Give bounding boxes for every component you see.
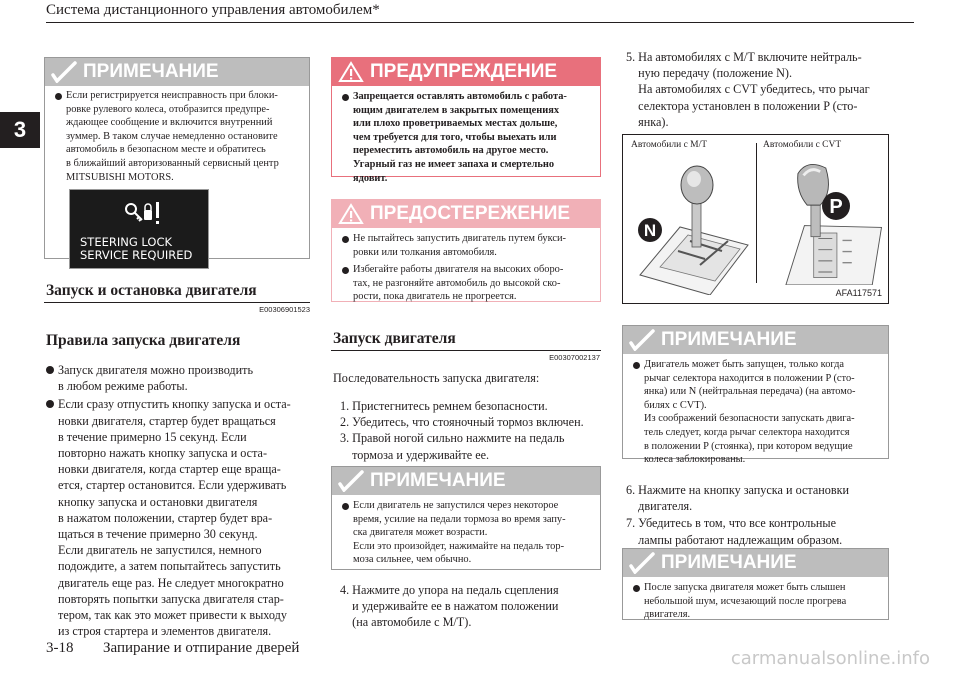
footer-section: Запирание и отпирание дверей [103,640,300,656]
section-title-start-engine: Запуск двигателя [333,330,456,347]
warning-triangle-icon [338,61,364,83]
section-title-start-stop: Запуск и остановка двигателя [46,282,257,299]
section-rule [44,302,310,303]
key-lock-warning-icon [122,200,162,228]
caution-bullet: Избегайте работы двигателя на высоких оборо- тах, не разгоняйте автомобиль до высокой ско- рости, пока двигатель не прогреется. [342,263,592,304]
subsection-title-rules: Правила запуска двигателя [46,332,241,349]
note-heading: ПРИМЕЧАНИЕ [623,549,888,577]
step-item: 6. Нажмите на кнопку запуска и остановки двигателя. [626,483,850,514]
note-heading: ПРИМЕЧАНИЕ [45,58,309,86]
pencil-note-icon [338,470,364,492]
step-item: 7. Убедитесь в том, что все контрольные лампы работают надлежащим образом. [626,516,843,547]
start-steps-6-7 [626,482,888,548]
step-item: 4. Нажмите до упора на педаль сцепления и удерживайте ее в нажатом положении (на автомобиле с M/T). [340,583,559,630]
figure-divider [756,143,757,283]
svg-text:N: N [643,221,657,240]
step-item: 2. Убедитесь, что стояночный тормоз включен. [340,415,584,430]
bullet-dot-icon [46,400,54,408]
note-bullet: Двигатель может быть запущен, только когда рычаг селектора находится в положении P (сто- янка) или N (нейтральная передача) (на автомо- билях с CVT). Из соображений безопасности запускать двига- тель следует, когда рычаг селектора находится в положении P (стоянка), при котором ведущие колеса заблокированы. [633,358,880,467]
figure-label-cvt: Автомобили с CVT [763,140,842,150]
page-number: 3-18 [46,640,74,656]
figure-label-mt: Автомобили с M/T [631,140,708,150]
chapter-tab: 3 [0,112,40,148]
bullet-dot-icon [342,267,349,274]
header-rule [46,22,914,23]
bullet-dot-icon [342,236,349,243]
figure-code: AFA117571 [835,288,882,298]
page-footer [46,640,299,657]
warning-box [331,57,601,184]
caution-triangle-icon [338,203,364,225]
steering-lock-display [69,189,209,269]
section-rule [331,350,601,351]
rules-bullet: Запуск двигателя можно производить в любом режиме работы. [46,362,310,394]
steering-display-line2: SERVICE REQUIRED [80,248,193,263]
bullet-dot-icon [55,93,62,100]
note-restart [331,466,601,570]
n-badge-icon [637,217,663,243]
note-noise [622,548,889,620]
pencil-note-icon [629,552,655,574]
p-badge-icon [821,191,851,221]
note-bullet: Если двигатель не запустился через некоторое время, усилие на педали тормоза во время запу- ска двигателя может возрасти. Если это произойдет, нажимайте на педаль тор- моза сильнее, чем обычно. [342,499,592,567]
bullet-dot-icon [633,585,640,592]
note-bullet: После запуска двигателя может быть слышен небольшой шум, исчезающий после прогрева двигателя. [633,581,880,622]
rules-list [46,362,310,639]
note-heading: ПРИМЕЧАНИЕ [623,326,888,354]
warning-bullet: Запрещается оставлять автомобиль с работа- ющим двигателем в закрытых помещениях или плохо проветриваемых местах дольше, чем требуется для того, чтобы выехать или переместить автомобиль на другое место. Угарный газ не имеет запаха и смертельно ядовит. [342,90,592,185]
step-item: 3. Правой ногой сильно нажмите на педаль тормоза и удерживайте ее. [340,431,565,462]
pencil-note-icon [629,329,655,351]
note-heading: ПРИМЕЧАНИЕ [332,467,600,495]
running-header: Система дистанционного управления автомобилем* [46,2,380,18]
section-code: E00306901523 [259,305,310,314]
caution-box [331,199,601,302]
steering-display-line1: STEERING LOCK [80,235,173,250]
start-step-4 [340,582,601,631]
note-selector [622,325,889,466]
svg-text:P: P [829,196,843,218]
bullet-dot-icon [633,362,640,369]
step-item: 1. Пристегнитесь ремнем безопасности. [340,399,548,413]
pencil-note-icon [51,61,77,83]
note-steering-lock [44,57,310,263]
warning-heading: ПРЕДУПРЕЖДЕНИЕ [332,58,600,86]
bullet-dot-icon [342,503,349,510]
bullet-dot-icon [342,94,349,101]
bullet-dot-icon [46,366,54,374]
caution-bullet: Не пытайтесь запустить двигатель путем букси- ровки или толкания автомобиля. [342,232,592,259]
start-intro: Последовательность запуска двигателя: [333,371,540,385]
start-steps-1-3 [340,398,601,463]
rules-bullet: Если сразу отпустить кнопку запуска и оста- новки двигателя, стартер будет вращаться в течение примерно 15 секунд. Если повторно нажать кнопку запуска и оста- новки двигателя, когда стартер еще враща- ется, стартер остановится. Если удерживать кнопку запуска и остановки двигателя в нажатом положении, стартер будет вра- щаться в течение примерно 30 секунд. Если двигатель не запустился, немного подождите, а затем попытайтесь запустить двигатель еще раз. Не следует многократно повторять попытки запуска двигателя стар- тером, так как это может привести к выходу из строя стартера и элементов двигателя. [46,396,310,639]
step-item: 5. На автомобилях с M/T включите нейтраль- ную передачу (положение N). На автомобилях с CVT убедитесь, что рычаг селектора установлен в положении P (сто- янка). [626,50,870,129]
gear-selector-figure [622,134,889,304]
watermark: carmanualsonline.info [730,648,930,669]
section-code: E00307002137 [549,353,600,362]
caution-heading: ПРЕДОСТЕРЕЖЕНИЕ [332,200,600,228]
start-step-5 [626,49,888,130]
note-bullet: Если регистрируется неисправность при блоки- ровке рулевого колеса, отобразится предупре- ждающее сообщение и включится внутренний зуммер. В таком случае немедленно остановите автомобиль в безопасном месте и обратитесь в ближайший авторизованный сервисный центр MITSUBISHI MOTORS. [55,89,301,184]
